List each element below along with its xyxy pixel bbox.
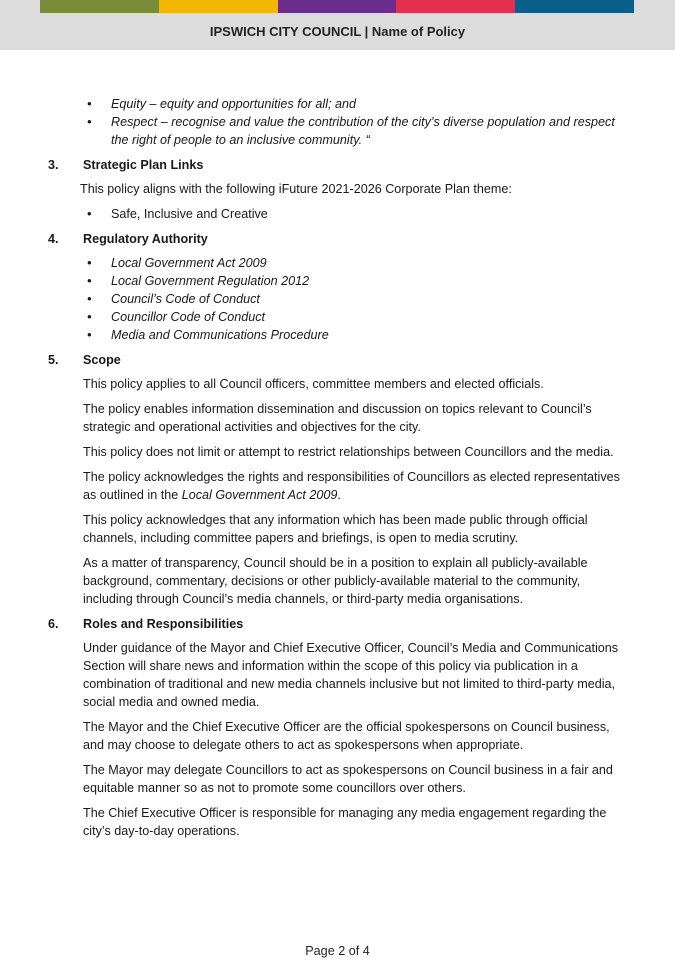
stripe-green [40, 0, 159, 13]
paragraph: This policy applies to all Council officers, committee members and elected officials. [83, 377, 544, 391]
stripe-purple [278, 0, 397, 13]
paragraph: As a matter of transparency, Council should be in a position to explain all publicly-available background, commentary, decisions or other publicly-available material to the community, including through Council’s media channels, or third-party media organisations. [83, 556, 588, 606]
list-item: • Local Government Act 2009 [48, 254, 630, 272]
paragraph: This policy aligns with the following iFuture 2021-2026 Corporate Plan theme: [80, 182, 512, 196]
section-heading-regulatory-authority [48, 230, 630, 248]
plan-theme-list [48, 205, 630, 223]
list-item: • Media and Communications Procedure [48, 326, 630, 344]
list-item: • Safe, Inclusive and Creative [48, 205, 630, 223]
section-number: 5. [48, 353, 59, 367]
section-number: 4. [48, 232, 59, 246]
section-title: Regulatory Authority [83, 232, 208, 246]
paragraph-text: The policy acknowledges the rights and responsibilities of Councillors as elected representatives as outlined in the [83, 470, 620, 502]
section-number: 3. [48, 158, 59, 172]
paragraph: The Mayor may delegate Councillors to act as spokespersons on Council business in a fair and equitable manner so as not to promote some councillors over others. [83, 763, 613, 795]
header-title: IPSWICH CITY COUNCIL | Name of Policy [209, 24, 466, 39]
list-item: • Councillor Code of Conduct [48, 308, 630, 326]
top-bullet-list [48, 95, 630, 149]
paragraph: The Chief Executive Officer is responsible for managing any media engagement regarding the city’s day-to-day operations. [83, 806, 607, 838]
section-heading-strategic-plan-links [48, 156, 630, 174]
section-heading-scope [48, 351, 630, 369]
section-title: Roles and Responsibilities [83, 617, 244, 631]
section-title: Strategic Plan Links [83, 158, 204, 172]
act-reference: Local Government Act 2009 [181, 488, 338, 502]
regulatory-list [48, 254, 630, 344]
stripe-blue [515, 0, 634, 13]
list-item: • Respect – recognise and value the contribution of the city’s diverse population and respect the right of people to an inclusive community. “ [48, 113, 630, 149]
page-number: Page 2 of 4 [305, 944, 370, 958]
page-header [0, 0, 675, 50]
list-item: • Local Government Regulation 2012 [48, 272, 630, 290]
stripe-yellow [159, 0, 278, 13]
paragraph: This policy does not limit or attempt to restrict relationships between Councillors and the media. [83, 445, 614, 459]
paragraph: The Mayor and the Chief Executive Officer are the official spokespersons on Council business, and may choose to delegate others to act as spokespersons when appropriate. [83, 720, 610, 752]
section-number: 6. [48, 617, 59, 631]
paragraph: Under guidance of the Mayor and Chief Executive Officer, Council’s Media and Communications Section will share news and information within the scope of this policy via publication in a combination of traditional and new media channels inclusive but not limited to third-party media, social media and owned media. [83, 641, 619, 709]
color-stripe-bar [40, 0, 634, 13]
paragraph: The policy enables information dissemination and discussion on topics relevant to Council’s strategic and operational activities and objectives for the city. [83, 402, 592, 434]
paragraph [83, 468, 630, 504]
paragraph-text: . [337, 488, 341, 502]
list-item: • Council’s Code of Conduct [48, 290, 630, 308]
stripe-red [396, 0, 515, 13]
paragraph: This policy acknowledges that any information which has been made public through official channels, including committee papers and briefings, is open to media scrutiny. [83, 513, 588, 545]
section-heading-roles-responsibilities [48, 615, 630, 633]
document-body [48, 95, 630, 847]
list-item: • Equity – equity and opportunities for all; and [48, 95, 630, 113]
section-title: Scope [83, 353, 121, 367]
